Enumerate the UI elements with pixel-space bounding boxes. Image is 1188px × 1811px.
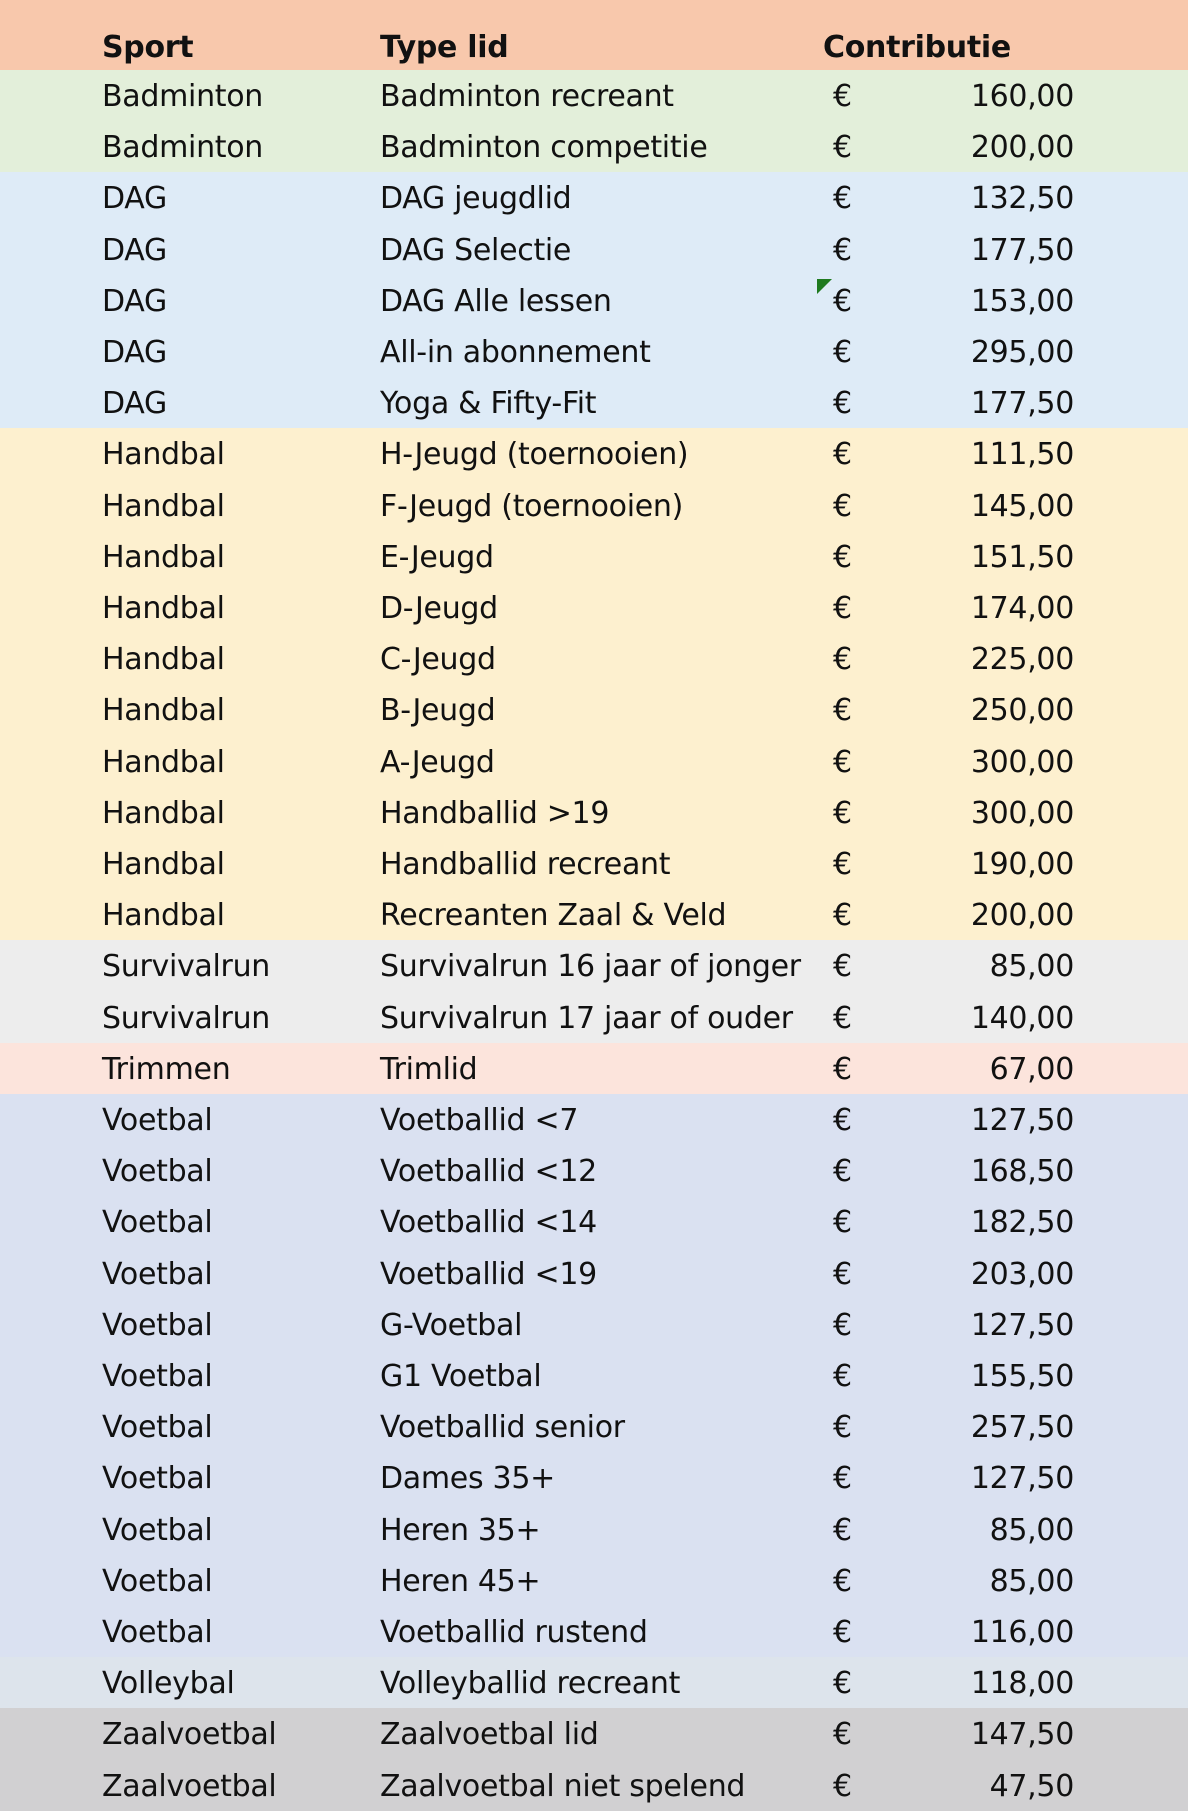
table-row: [0, 787, 1188, 839]
cell-contributie[interactable]: 116,00: [970, 1615, 1074, 1650]
table-row: [0, 275, 1188, 327]
cell-type-lid[interactable]: B-Jeugd: [380, 693, 496, 729]
table-row: [0, 1504, 1188, 1556]
cell-type-lid[interactable]: Badminton recreant: [380, 79, 674, 114]
cell-contributie[interactable]: 145,00: [970, 488, 1074, 524]
cell-currency[interactable]: €: [833, 488, 852, 524]
cell-currency[interactable]: €: [833, 591, 852, 626]
cell-type-lid[interactable]: Voetballid <7: [380, 1103, 579, 1138]
comment-marker-icon[interactable]: [817, 279, 832, 294]
cell-currency[interactable]: €: [833, 1154, 852, 1190]
cell-type-lid[interactable]: F-Jeugd (toernooien): [380, 488, 684, 524]
cell-sport[interactable]: Voetbal: [102, 1205, 213, 1241]
table-row: [0, 377, 1188, 429]
cell-sport[interactable]: Handbal: [102, 539, 225, 575]
cell-currency[interactable]: €: [833, 181, 852, 217]
table-row: [0, 1452, 1188, 1504]
cell-sport[interactable]: Voetbal: [102, 1359, 213, 1394]
cell-sport[interactable]: Survivalrun: [102, 949, 271, 985]
cell-sport[interactable]: Voetbal: [102, 1307, 213, 1343]
table-row: [0, 582, 1188, 634]
cell-contributie[interactable]: 127,50: [970, 1307, 1074, 1343]
cell-contributie[interactable]: 155,50: [970, 1359, 1074, 1394]
cell-currency[interactable]: €: [833, 1717, 852, 1753]
cell-currency[interactable]: €: [833, 130, 852, 166]
cell-sport[interactable]: Zaalvoetbal: [102, 1768, 277, 1804]
table-row: [0, 1196, 1188, 1248]
cell-contributie[interactable]: 203,00: [970, 1256, 1074, 1292]
cell-type-lid[interactable]: Survivalrun 17 jaar of ouder: [380, 1000, 793, 1036]
cell-type-lid[interactable]: Recreanten Zaal & Veld: [380, 898, 727, 934]
cell-contributie[interactable]: 147,50: [970, 1717, 1074, 1753]
table-row: [0, 531, 1188, 583]
cell-sport[interactable]: Handbal: [102, 642, 225, 678]
table-row: [0, 736, 1188, 788]
table-row: [0, 940, 1188, 992]
cell-sport[interactable]: DAG: [102, 386, 167, 422]
cell-sport[interactable]: Handbal: [102, 437, 225, 473]
cell-contributie[interactable]: 85,00: [989, 1563, 1074, 1599]
table-row: [0, 428, 1188, 480]
cell-sport[interactable]: Voetbal: [102, 1154, 213, 1190]
cell-currency[interactable]: €: [833, 1256, 852, 1292]
cell-sport[interactable]: Volleybal: [102, 1666, 235, 1702]
cell-contributie[interactable]: 151,50: [970, 539, 1074, 575]
cell-type-lid[interactable]: Heren 45+: [380, 1563, 541, 1599]
cell-type-lid[interactable]: Survivalrun 16 jaar of jonger: [380, 949, 801, 985]
cell-currency[interactable]: €: [833, 79, 852, 114]
cell-contributie[interactable]: 257,50: [970, 1410, 1074, 1446]
table-row: [0, 1657, 1188, 1709]
cell-currency[interactable]: €: [833, 1359, 852, 1394]
cell-type-lid[interactable]: Voetballid <19: [380, 1256, 597, 1292]
cell-currency[interactable]: €: [833, 1615, 852, 1650]
cell-type-lid[interactable]: E-Jeugd: [380, 539, 494, 575]
cell-contributie[interactable]: 177,50: [970, 232, 1074, 268]
cell-type-lid[interactable]: Dames 35+: [380, 1461, 555, 1497]
table-row: [0, 172, 1188, 224]
cell-contributie[interactable]: 190,00: [970, 847, 1074, 882]
cell-sport[interactable]: Handbal: [102, 693, 225, 729]
cell-currency[interactable]: €: [833, 283, 852, 319]
cell-currency[interactable]: €: [833, 1461, 852, 1497]
cell-type-lid[interactable]: Voetballid <12: [380, 1154, 597, 1190]
cell-contributie[interactable]: 160,00: [970, 79, 1074, 114]
cell-type-lid[interactable]: Zaalvoetbal niet spelend: [380, 1768, 746, 1804]
cell-sport[interactable]: Voetbal: [102, 1103, 213, 1138]
cell-contributie[interactable]: 85,00: [989, 1512, 1074, 1548]
cell-contributie[interactable]: 67,00: [989, 1051, 1074, 1087]
cell-type-lid[interactable]: DAG Selectie: [380, 232, 572, 268]
table-row: [0, 224, 1188, 276]
table-row: [0, 1299, 1188, 1351]
cell-type-lid[interactable]: Zaalvoetbal lid: [380, 1717, 599, 1753]
table-row: [0, 1350, 1188, 1402]
cell-type-lid[interactable]: A-Jeugd: [380, 744, 495, 780]
cell-contributie[interactable]: 250,00: [970, 693, 1074, 729]
cell-sport[interactable]: Handbal: [102, 898, 225, 934]
cell-contributie[interactable]: 47,50: [989, 1768, 1074, 1804]
header-type-lid[interactable]: Type lid: [380, 30, 509, 65]
cell-currency[interactable]: €: [833, 386, 852, 422]
cell-currency[interactable]: €: [833, 949, 852, 985]
cell-currency[interactable]: €: [833, 795, 852, 831]
cell-contributie[interactable]: 127,50: [970, 1103, 1074, 1138]
cell-type-lid[interactable]: Handballid recreant: [380, 847, 671, 882]
cell-contributie[interactable]: 177,50: [970, 386, 1074, 422]
cell-type-lid[interactable]: Voetballid <14: [380, 1205, 597, 1241]
cell-currency[interactable]: €: [833, 1000, 852, 1036]
cell-contributie[interactable]: 118,00: [970, 1666, 1074, 1702]
cell-type-lid[interactable]: DAG jeugdlid: [380, 181, 572, 217]
cell-contributie[interactable]: 300,00: [970, 795, 1074, 831]
header-contributie[interactable]: Contributie: [823, 30, 1011, 65]
cell-type-lid[interactable]: Voetballid senior: [380, 1410, 625, 1446]
cell-sport[interactable]: Handbal: [102, 795, 225, 831]
cell-contributie[interactable]: 200,00: [970, 130, 1074, 166]
cell-contributie[interactable]: 174,00: [970, 591, 1074, 626]
cell-contributie[interactable]: 132,50: [970, 181, 1074, 217]
cell-currency[interactable]: €: [833, 437, 852, 473]
cell-currency[interactable]: €: [833, 1205, 852, 1241]
cell-sport[interactable]: Badminton: [102, 79, 264, 114]
cell-type-lid[interactable]: C-Jeugd: [380, 642, 496, 678]
table-row: [0, 1606, 1188, 1658]
cell-contributie[interactable]: 111,50: [970, 437, 1074, 473]
cell-type-lid[interactable]: G-Voetbal: [380, 1307, 523, 1343]
cell-sport[interactable]: Voetbal: [102, 1563, 213, 1599]
cell-sport[interactable]: DAG: [102, 181, 167, 217]
cell-type-lid[interactable]: Yoga & Fifty-Fit: [380, 386, 597, 422]
cell-sport[interactable]: DAG: [102, 283, 167, 319]
cell-type-lid[interactable]: Voetballid rustend: [380, 1615, 648, 1650]
cell-currency[interactable]: €: [833, 1103, 852, 1138]
cell-contributie[interactable]: 295,00: [970, 335, 1074, 370]
cell-sport[interactable]: Survivalrun: [102, 1000, 271, 1036]
cell-sport[interactable]: Handbal: [102, 847, 225, 882]
cell-currency[interactable]: €: [833, 539, 852, 575]
cell-contributie[interactable]: 127,50: [970, 1461, 1074, 1497]
cell-sport[interactable]: Zaalvoetbal: [102, 1717, 277, 1753]
cell-contributie[interactable]: 85,00: [989, 949, 1074, 985]
cell-currency[interactable]: €: [833, 1768, 852, 1804]
cell-contributie[interactable]: 200,00: [970, 898, 1074, 934]
table-row: [0, 326, 1188, 378]
cell-currency[interactable]: €: [833, 1512, 852, 1548]
cell-currency[interactable]: €: [833, 1307, 852, 1343]
cell-contributie[interactable]: 300,00: [970, 744, 1074, 780]
table-row: [0, 1401, 1188, 1453]
cell-currency[interactable]: €: [833, 1666, 852, 1702]
cell-currency[interactable]: €: [833, 898, 852, 934]
cell-currency[interactable]: €: [833, 744, 852, 780]
cell-sport[interactable]: Voetbal: [102, 1461, 213, 1497]
table-row: [0, 70, 1188, 122]
table-row: [0, 121, 1188, 173]
cell-currency[interactable]: €: [833, 642, 852, 678]
table-row: [0, 1248, 1188, 1300]
table-row: [0, 1760, 1188, 1811]
cell-type-lid[interactable]: Heren 35+: [380, 1512, 541, 1548]
table-row: [0, 684, 1188, 736]
cell-contributie[interactable]: 153,00: [970, 283, 1074, 319]
cell-currency[interactable]: €: [833, 847, 852, 882]
cell-sport[interactable]: Voetbal: [102, 1256, 213, 1292]
cell-type-lid[interactable]: D-Jeugd: [380, 591, 498, 626]
cell-type-lid[interactable]: Trimlid: [380, 1051, 478, 1087]
cell-type-lid[interactable]: H-Jeugd (toernooien): [380, 437, 689, 473]
cell-currency[interactable]: €: [833, 1563, 852, 1599]
table-row: [0, 889, 1188, 941]
cell-contributie[interactable]: 182,50: [970, 1205, 1074, 1241]
cell-currency[interactable]: €: [833, 693, 852, 729]
cell-sport[interactable]: Voetbal: [102, 1615, 213, 1650]
cell-sport[interactable]: Badminton: [102, 130, 264, 166]
table-row: [0, 1708, 1188, 1760]
cell-type-lid[interactable]: All-in abonnement: [380, 335, 651, 370]
cell-sport[interactable]: Voetbal: [102, 1410, 213, 1446]
cell-sport[interactable]: Handbal: [102, 744, 225, 780]
header-sport[interactable]: Sport: [102, 30, 194, 65]
cell-type-lid[interactable]: G1 Voetbal: [380, 1359, 542, 1394]
table-row: [0, 838, 1188, 890]
cell-type-lid[interactable]: Handballid >19: [380, 795, 610, 831]
table-row: [0, 633, 1188, 685]
cell-sport[interactable]: DAG: [102, 335, 167, 370]
table-row: [0, 1145, 1188, 1197]
cell-contributie[interactable]: 225,00: [970, 642, 1074, 678]
table-row: [0, 1094, 1188, 1146]
cell-sport[interactable]: Handbal: [102, 488, 225, 524]
cell-type-lid[interactable]: DAG Alle lessen: [380, 283, 612, 319]
cell-currency[interactable]: €: [833, 1410, 852, 1446]
table-row: [0, 480, 1188, 532]
cell-sport[interactable]: Handbal: [102, 591, 225, 626]
table-row: [0, 1043, 1188, 1095]
header-row: [0, 0, 1188, 70]
cell-currency[interactable]: €: [833, 1051, 852, 1087]
cell-contributie[interactable]: 140,00: [970, 1000, 1074, 1036]
cell-sport[interactable]: Trimmen: [102, 1051, 231, 1087]
cell-sport[interactable]: Voetbal: [102, 1512, 213, 1548]
cell-type-lid[interactable]: Badminton competitie: [380, 130, 708, 166]
table-row: [0, 1555, 1188, 1607]
cell-currency[interactable]: €: [833, 335, 852, 370]
cell-contributie[interactable]: 168,50: [970, 1154, 1074, 1190]
table-row: [0, 992, 1188, 1044]
cell-type-lid[interactable]: Volleyballid recreant: [380, 1666, 681, 1702]
cell-currency[interactable]: €: [833, 232, 852, 268]
cell-sport[interactable]: DAG: [102, 232, 167, 268]
